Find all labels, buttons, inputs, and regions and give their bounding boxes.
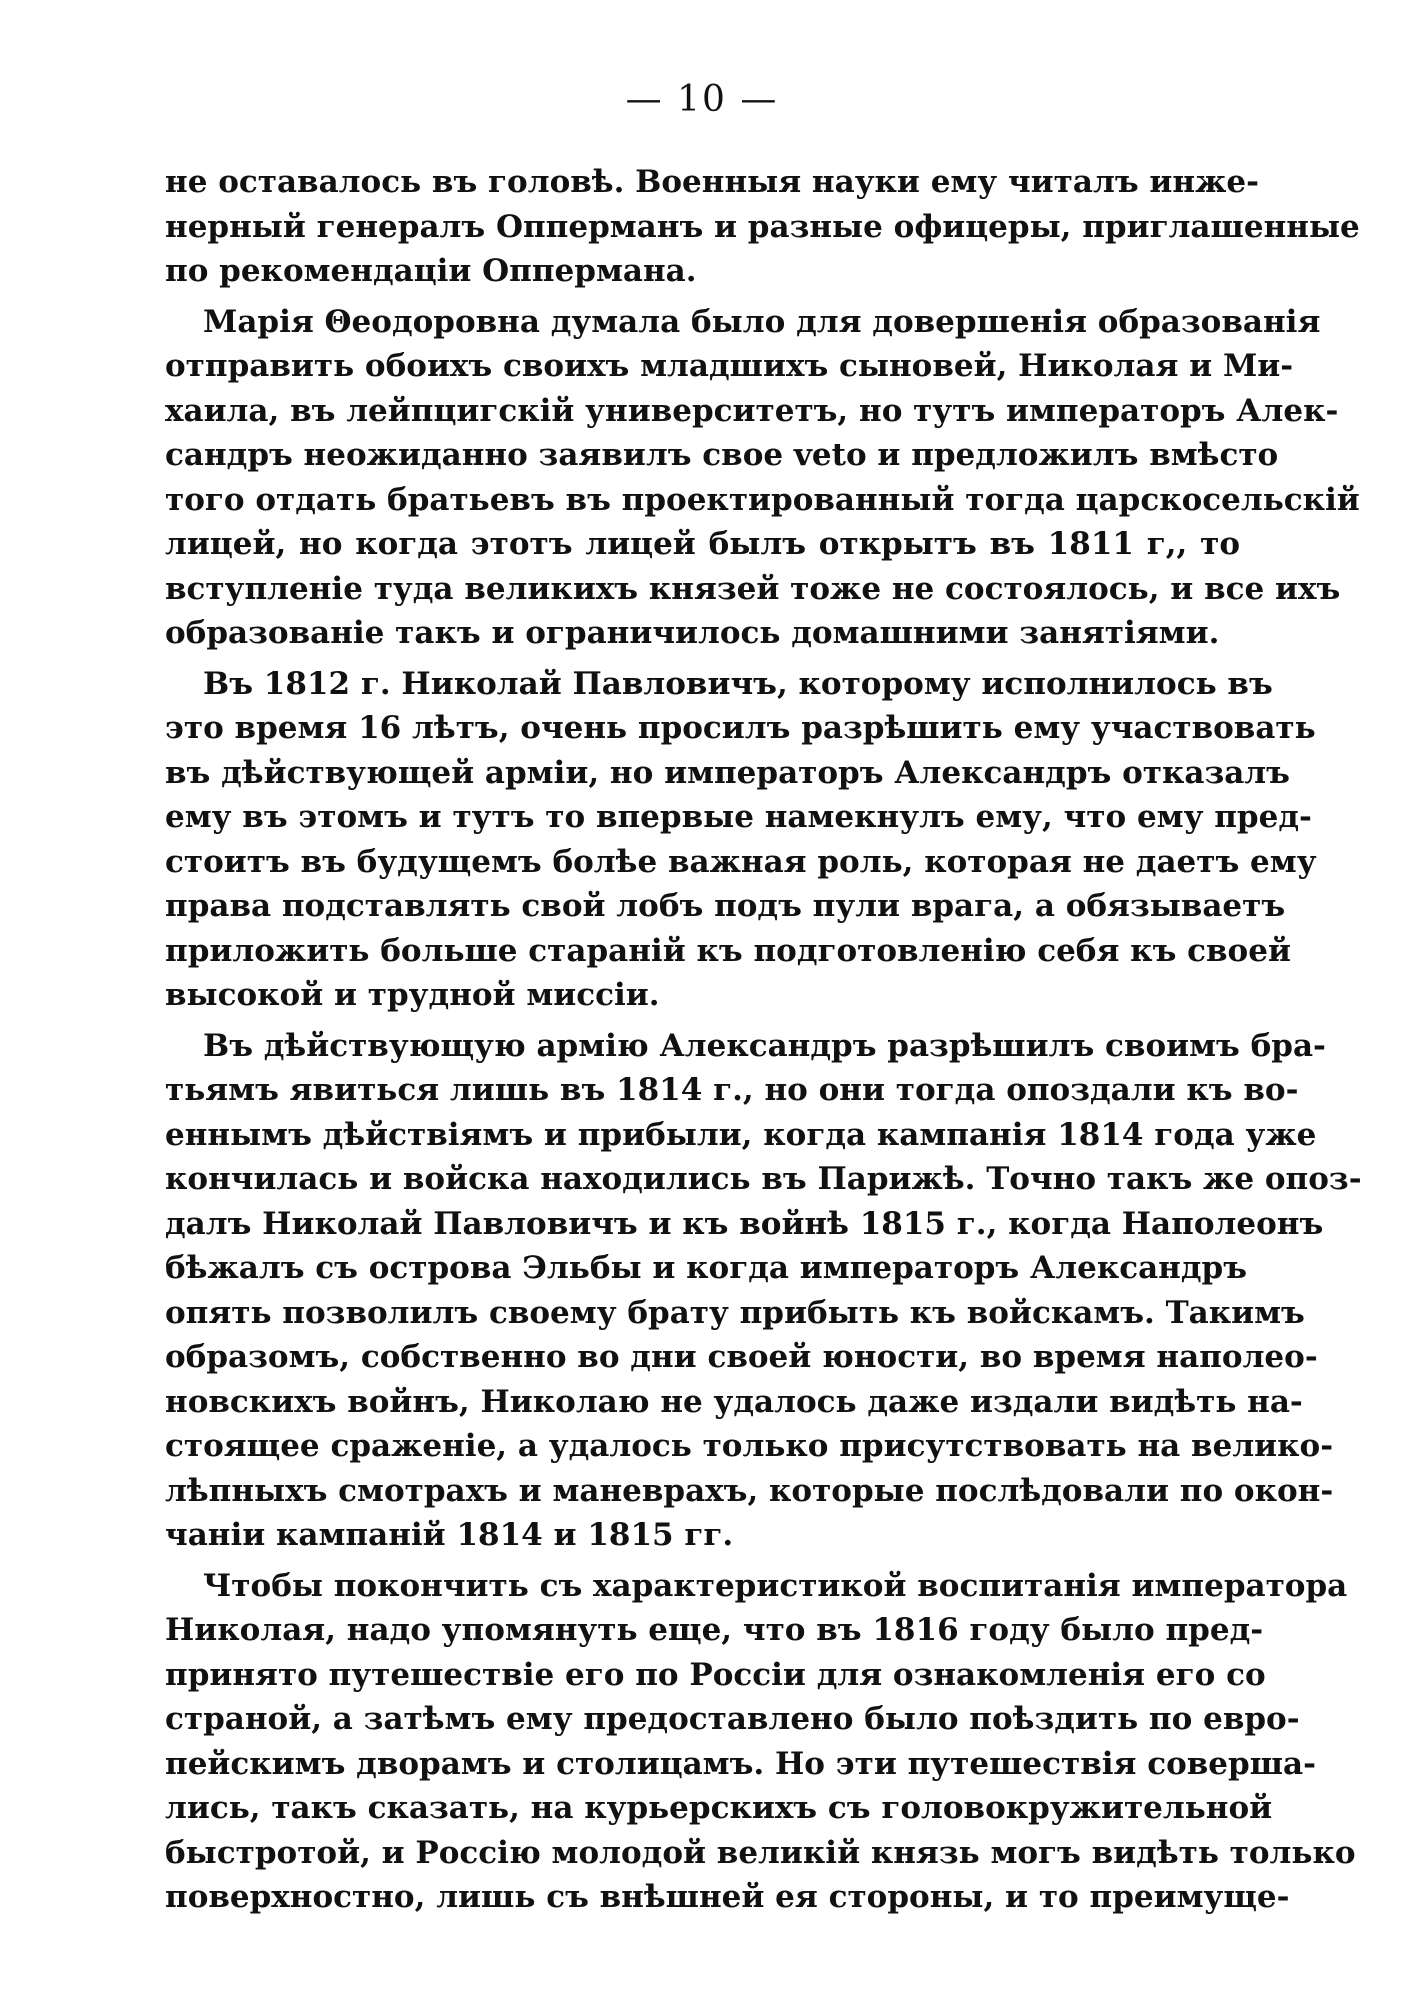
text-line: вступленіе туда великихъ князей тоже не состоялось, и все ихъ — [165, 570, 1341, 607]
text-line: лицей, но когда этотъ лицей былъ открытъ въ 1811 г,, то — [165, 526, 1240, 562]
text-line: тьямъ явиться лишь въ 1814 г., но они тогда опоздали къ во- — [165, 1072, 1299, 1108]
text-line: Въ дѣйствующую армію Александръ разрѣшилъ своимъ бра- — [203, 1027, 1326, 1064]
page-number: — 10 — — [625, 79, 779, 120]
text-line: Въ 1812 г. Николай Павловичъ, которому исполнилось въ — [203, 665, 1273, 702]
text-line: образомъ, собственно во дни своей юности, во время наполео- — [165, 1339, 1318, 1375]
text-line: по рекомендаціи Оппермана. — [165, 253, 697, 289]
text-line: далъ Николай Павловичъ и къ войнѣ 1815 г., когда Наполеонъ — [165, 1205, 1324, 1242]
text-line: лись, такъ сказать, на курьерскихъ съ головокружительной — [165, 1790, 1273, 1826]
paragraph — [165, 300, 1360, 656]
text-line: опять позволилъ своему брату прибыть къ войскамъ. Такимъ — [165, 1294, 1305, 1331]
text-line: принято путешествіе его по Россіи для ознакомленія его со — [165, 1656, 1266, 1693]
text-line: еннымъ дѣйствіямъ и прибыли, когда кампанія 1814 года уже — [165, 1116, 1317, 1153]
text-line: Николая, надо упомянуть еще, что въ 1816 году было пред- — [165, 1612, 1264, 1648]
paragraph — [165, 662, 1317, 1018]
text-line: высокой и трудной миссіи. — [165, 977, 660, 1013]
text-line: новскихъ войнъ, Николаю не удалось даже издали видѣть на- — [165, 1383, 1303, 1420]
paragraph — [165, 1564, 1356, 1920]
text-line: не оставалось въ головѣ. Военныя науки ему читалъ инже- — [165, 164, 1259, 200]
text-line: ему въ этомъ и тутъ то впервые намекнулъ ему, что ему пред- — [165, 799, 1312, 835]
paragraph — [165, 160, 1360, 294]
text-line: это время 16 лѣтъ, очень просилъ разрѣшить ему участвовать — [165, 710, 1316, 746]
text-line: Чтобы покончить съ характеристикой воспитанія императора — [203, 1567, 1348, 1604]
text-line: стоитъ въ будущемъ болѣе важная роль, которая не даетъ ему — [165, 843, 1317, 880]
text-line: бѣжалъ съ острова Эльбы и когда императоръ Александръ — [165, 1250, 1247, 1286]
text-line: образованіе такъ и ограничилось домашними занятіями. — [165, 615, 1220, 651]
text-line: сандръ неожиданно заявилъ свое veto и предложилъ вмѣсто — [165, 437, 1279, 473]
text-line: лѣпныхъ смотрахъ и маневрахъ, которые послѣдовали по окон- — [165, 1472, 1334, 1509]
text-line: въ дѣйствующей арміи, но императоръ Александръ отказалъ — [165, 754, 1290, 791]
text-line: приложить больше стараній къ подготовленію себя къ своей — [165, 932, 1291, 969]
body-text — [165, 160, 1362, 1920]
text-line: страной, а затѣмъ ему предоставлено было поѣздить по евро- — [165, 1701, 1300, 1737]
text-line: хаила, въ лейпцигскій университетъ, но тутъ императоръ Алек- — [165, 392, 1339, 429]
text-line: чаніи кампаній 1814 и 1815 гг. — [165, 1517, 734, 1553]
text-line: стоящее сраженіе, а удалось только присутствовать на велико- — [165, 1428, 1334, 1464]
text-line: Марія Θеодоровна думала было для довершенія образованія — [203, 303, 1321, 340]
text-line: того отдать братьевъ въ проектированный тогда царскосельскій — [165, 481, 1360, 518]
text-line: права подставлять свой лобъ подъ пули врага, а обязываетъ — [165, 888, 1286, 924]
paragraph — [165, 1024, 1362, 1558]
text-line: нерный генералъ Опперманъ и разные офицеры, приглашенные — [165, 208, 1360, 245]
text-line: поверхностно, лишь съ внѣшней ея стороны, и то преимуще- — [165, 1879, 1290, 1915]
text-line: быстротой, и Россію молодой великій князь могъ видѣть только — [165, 1834, 1356, 1871]
text-line: пейскимъ дворамъ и столицамъ. Но эти путешествія соверша- — [165, 1745, 1316, 1782]
text-line: отправить обоихъ своихъ младшихъ сыновей, Николая и Ми- — [165, 348, 1294, 384]
text-line: кончилась и войска находились въ Парижѣ. Точно такъ же опоз- — [165, 1161, 1362, 1197]
